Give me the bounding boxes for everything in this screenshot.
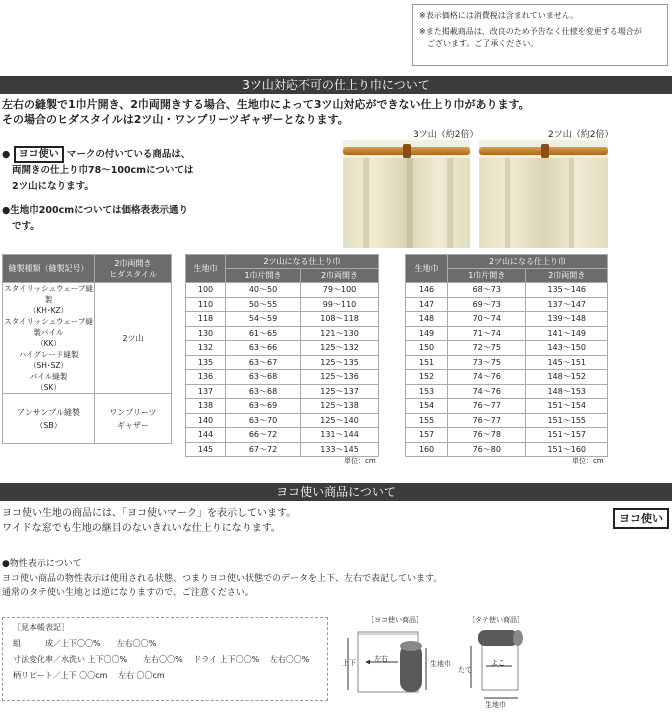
diagram2-fabric: 生地巾 <box>485 701 506 709</box>
table-cell: 146 <box>406 283 448 298</box>
bullet-yoko-mark: ● ヨコ使い マークの付いている商品は、 両開きの仕上り巾78～100cmについては 2ツ山になります。 <box>2 146 242 195</box>
table-cell: 143～150 <box>526 341 608 356</box>
table-row <box>186 399 379 414</box>
width-table-1-span-header: 2ツ山になる仕上り巾 <box>226 255 379 269</box>
type-header-1: 縫製種類（縫製記号） <box>3 255 95 283</box>
table-row <box>406 355 608 370</box>
type-line: スタイリッシュウェーブ縫製パイル <box>4 317 93 337</box>
type-line: スタイリッシュウェーブ縫製 <box>4 284 93 304</box>
table-cell: 153 <box>406 384 448 399</box>
table-cell: 148 <box>406 312 448 327</box>
table-cell: 73～75 <box>448 355 526 370</box>
table-row <box>406 384 608 399</box>
table-cell: 133～145 <box>301 442 379 457</box>
table-cell: 54～59 <box>226 312 301 327</box>
table-cell: 121～130 <box>301 326 379 341</box>
table-cell: 68～73 <box>448 283 526 298</box>
table-cell: 151～154 <box>526 399 608 414</box>
sample-title: ［見本帳表記］ <box>13 623 69 632</box>
table-row <box>186 341 379 356</box>
table-cell: 76～77 <box>448 413 526 428</box>
table-cell: 135～146 <box>526 283 608 298</box>
table-row <box>406 428 608 443</box>
diagram2-yoko: よこ <box>491 659 505 667</box>
bullet-200cm: ●生地巾200cmについては価格表表示通り です。 <box>2 203 242 235</box>
type-line: パイル縫製 <box>29 372 68 381</box>
table-cell: 63～66 <box>226 341 301 356</box>
table-cell: 63～68 <box>226 370 301 385</box>
table-cell: 74～76 <box>448 384 526 399</box>
diagram1-updown: 上下 <box>342 659 356 667</box>
type-header-2a: 2巾両開き <box>114 258 152 268</box>
photo2-caption: 2ツ山（約2倍） <box>548 130 614 140</box>
table-cell: 149 <box>406 326 448 341</box>
width-table-2-one-header: 1巾片開き <box>448 269 526 283</box>
table-cell: 76～77 <box>448 399 526 414</box>
type-group1 <box>3 283 95 394</box>
width-table-1 <box>185 254 379 457</box>
table-row <box>406 312 608 327</box>
bullet1-line-b: 両開きの仕上り巾78～100cmについては <box>12 165 194 176</box>
table-row <box>186 413 379 428</box>
photo-two-pleat <box>479 140 608 248</box>
width-table-1-two-header: 2巾両開き <box>301 269 379 283</box>
table-cell: 66～72 <box>226 428 301 443</box>
table-cell: 150 <box>406 341 448 356</box>
table-cell: 151～157 <box>526 428 608 443</box>
table-row <box>186 283 379 298</box>
table-cell: 138 <box>186 399 226 414</box>
table-cell: 61～65 <box>226 326 301 341</box>
section2-title: ヨコ使い商品について <box>276 485 396 499</box>
table-cell: 151 <box>406 355 448 370</box>
sample-row: 組 成／上下〇〇% 左右〇〇% <box>13 639 157 648</box>
type-group2-style-b: ギャザー <box>117 420 149 430</box>
table-cell: 118 <box>186 312 226 327</box>
type-group1-style: 2ツ山 <box>95 283 172 394</box>
table-cell: 148～152 <box>526 370 608 385</box>
diagram1-title: ［ヨコ使い商品］ <box>367 616 423 624</box>
table-row <box>406 370 608 385</box>
type-group2-style <box>95 394 172 444</box>
table-row <box>406 442 608 457</box>
table-cell: 125～137 <box>301 384 379 399</box>
table-row <box>406 399 608 414</box>
table-row <box>186 312 379 327</box>
type-line: アンサンブル縫製 <box>17 407 80 417</box>
table-cell: 72～75 <box>448 341 526 356</box>
table-row <box>406 413 608 428</box>
type-group2-style-a: ワンプリーツ <box>109 407 157 417</box>
notice-box <box>412 4 668 66</box>
type-line: （KK） <box>36 339 61 348</box>
type-line: （SK） <box>36 383 61 392</box>
table-cell: 125～140 <box>301 413 379 428</box>
width-table-2-fabric-header: 生地巾 <box>406 255 448 283</box>
width-table-1-fabric-header: 生地巾 <box>186 255 226 283</box>
unit-label-2: 単位：cm <box>572 457 604 465</box>
table-row <box>186 355 379 370</box>
sample-notation-box <box>2 617 328 701</box>
table-cell: 157 <box>406 428 448 443</box>
diagram2-tate: たて <box>458 666 472 674</box>
table-cell: 145～151 <box>526 355 608 370</box>
type-line: ハイグレード縫製 <box>18 350 79 359</box>
table-cell: 140 <box>186 413 226 428</box>
type-group2 <box>3 394 95 444</box>
table-cell: 108～118 <box>301 312 379 327</box>
table-row <box>406 326 608 341</box>
section2-lead <box>2 506 296 536</box>
diagram2-title: ［タテ使い商品］ <box>468 616 524 624</box>
table-cell: 137～147 <box>526 297 608 312</box>
table-cell: 71～74 <box>448 326 526 341</box>
width-table-2-span-header: 2ツ山になる仕上り巾 <box>448 255 608 269</box>
section1-lead-2: その場合のヒダスタイルは2ツ山・ワンプリーツギャザーとなります。 <box>2 113 349 126</box>
table-cell: 144 <box>186 428 226 443</box>
table-row <box>406 283 608 298</box>
table-cell: 99～110 <box>301 297 379 312</box>
type-line: （SH･SZ） <box>28 361 69 370</box>
table-cell: 69～73 <box>448 297 526 312</box>
table-cell: 130 <box>186 326 226 341</box>
table-cell: 74～76 <box>448 370 526 385</box>
table-cell: 151～155 <box>526 413 608 428</box>
width-table-1-one-header: 1巾片開き <box>226 269 301 283</box>
photo-three-pleat <box>343 140 470 248</box>
table-cell: 76～80 <box>448 442 526 457</box>
table-cell: 141～149 <box>526 326 608 341</box>
table-cell: 125～135 <box>301 355 379 370</box>
table-row <box>186 326 379 341</box>
section2-title-bar <box>0 483 672 501</box>
table-cell: 125～132 <box>301 341 379 356</box>
bullet1-line-c: 2ツ山になります。 <box>12 181 94 192</box>
table-row <box>186 384 379 399</box>
property-bullet-title: 物性表示について <box>9 559 82 569</box>
type-line: （KH･KZ） <box>28 306 69 315</box>
table-cell: 63～69 <box>226 399 301 414</box>
section1-title: 3ツ山対応不可の仕上り巾について <box>242 78 430 92</box>
table-cell: 137 <box>186 384 226 399</box>
table-cell: 132 <box>186 341 226 356</box>
sewing-type-table <box>2 254 172 444</box>
bullet1-line-a: マークの付いている商品は、 <box>66 149 191 160</box>
property-bullet: ●物性表示について <box>2 559 82 569</box>
section2-lead-1: ヨコ使い生地の商品には、「ヨコ使いマーク」を表示しています。 <box>2 508 297 519</box>
type-header-2 <box>95 255 172 283</box>
table-cell: 151～160 <box>526 442 608 457</box>
type-line: （SB） <box>35 420 62 430</box>
table-cell: 125～136 <box>301 370 379 385</box>
table-row <box>406 297 608 312</box>
yoko-mark-tag: ヨコ使い <box>14 146 64 163</box>
table-cell: 154 <box>406 399 448 414</box>
table-cell: 110 <box>186 297 226 312</box>
table-cell: 63～67 <box>226 355 301 370</box>
table-cell: 131～144 <box>301 428 379 443</box>
table-cell: 139～148 <box>526 312 608 327</box>
photo1-caption: 3ツ山（約2倍） <box>413 130 479 140</box>
diagram1-leftright: 左右 <box>374 655 388 663</box>
table-row <box>186 428 379 443</box>
section1-title-bar <box>0 76 672 94</box>
table-row <box>186 442 379 457</box>
notice-line: ございます。ご了承ください。 <box>419 39 539 48</box>
table-cell: 145 <box>186 442 226 457</box>
sample-row: 柄リピート／上下 〇〇cm 左右 〇〇cm <box>13 671 165 680</box>
table-cell: 100 <box>186 283 226 298</box>
table-cell: 50～55 <box>226 297 301 312</box>
table-cell: 70～74 <box>448 312 526 327</box>
bullet2-line-b: です。 <box>12 221 40 232</box>
table-cell: 63～70 <box>226 413 301 428</box>
sample-row: 寸法変化率／水洗い 上下〇〇% 左右〇〇% ドライ 上下〇〇% 左右〇〇% <box>13 655 310 664</box>
notice-line: ※また掲載商品は、改良のため予告なく仕様を変更する場合が <box>419 27 642 36</box>
section1-lead-1: 左右の縫製で1巾片開き、2巾両開きする場合、生地巾によって3ツ山対応ができない仕上り巾があります。 <box>2 98 530 111</box>
table-row <box>406 341 608 356</box>
table-cell: 125～138 <box>301 399 379 414</box>
yoko-mark-large: ヨコ使い <box>613 508 669 529</box>
table-cell: 136 <box>186 370 226 385</box>
table-cell: 40～50 <box>226 283 301 298</box>
table-cell: 79～100 <box>301 283 379 298</box>
table-cell: 76～78 <box>448 428 526 443</box>
property-note-2: 通常のタテ使い生地とは逆になりますので、ご注意ください。 <box>2 588 254 598</box>
bullet2-line-a: 生地巾200cmについては価格表表示通り <box>10 205 188 216</box>
diagram1-fabric: 生地巾 <box>430 660 451 668</box>
table-cell: 67～72 <box>226 442 301 457</box>
unit-label-1: 単位：cm <box>344 457 376 465</box>
type-header-2b: ヒダスタイル <box>109 269 157 279</box>
table-cell: 63～68 <box>226 384 301 399</box>
table-row <box>186 297 379 312</box>
width-table-2 <box>405 254 608 457</box>
notice-line: ※表示価格には消費税は含まれていません。 <box>419 11 579 20</box>
section2-lead-2: ワイドな窓でも生地の継目のないきれいな仕上りになります。 <box>2 523 281 534</box>
table-cell: 135 <box>186 355 226 370</box>
table-cell: 160 <box>406 442 448 457</box>
property-note-1: ヨコ使い商品の物性表示は使用される状態、つまりヨコ使い状態でのデータを上下、左右で表記しています。 <box>2 574 443 584</box>
width-table-2-two-header: 2巾両開き <box>526 269 608 283</box>
table-cell: 147 <box>406 297 448 312</box>
table-cell: 148～153 <box>526 384 608 399</box>
table-cell: 155 <box>406 413 448 428</box>
table-cell: 152 <box>406 370 448 385</box>
table-row <box>186 370 379 385</box>
